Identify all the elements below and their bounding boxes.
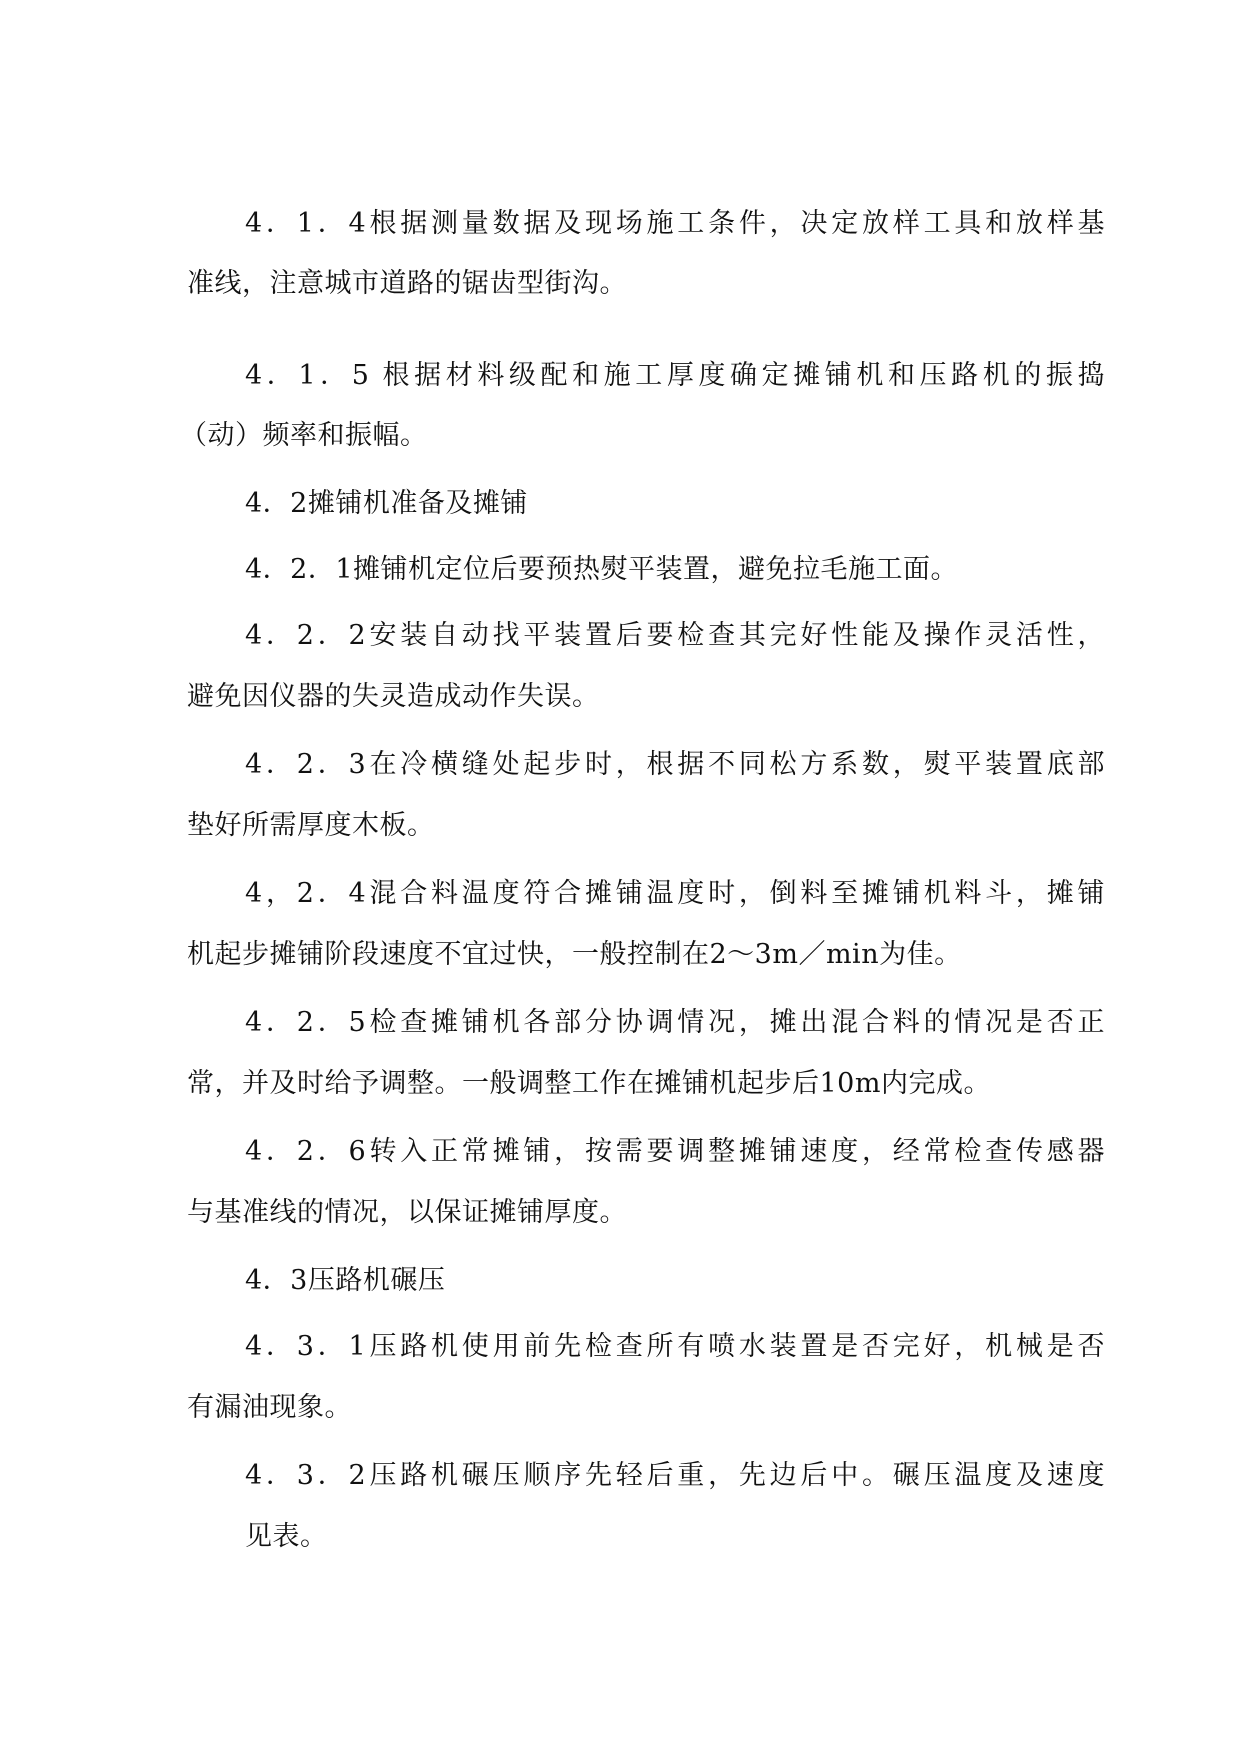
para-4-3-1-line-2: 有漏油现象。 <box>187 1392 352 1423</box>
para-4-1-5-line-2: （动）频率和振幅。 <box>180 420 428 451</box>
para-4-1-4-line-2: 准线，注意城市道路的锯齿型街沟。 <box>187 268 627 299</box>
para-4-2-5-line-1: 4．2．5检查摊铺机各部分协调情况，摊出混合料的情况是否正 <box>245 1007 1105 1038</box>
para-4-3-2-line-2: 见表。 <box>245 1521 328 1552</box>
para-4-1-5-line-1: 4．1．5 根据材料级配和施工厚度确定摊铺机和压路机的振捣 <box>245 360 1105 391</box>
para-4-2-3-line-1: 4．2．3在冷横缝处起步时，根据不同松方系数，熨平装置底部 <box>245 749 1105 780</box>
para-4-2-2-line-1: 4．2．2安装自动找平装置后要检查其完好性能及操作灵活性， <box>245 620 1105 651</box>
para-4-2-4-line-2: 机起步摊铺阶段速度不宜过快，一般控制在2～3m／min为佳。 <box>187 939 962 970</box>
para-4-1-4-line-1: 4．1．4根据测量数据及现场施工条件，决定放样工具和放样基 <box>245 208 1105 239</box>
para-4-2-6-line-1: 4．2．6转入正常摊铺，按需要调整摊铺速度，经常检查传感器 <box>245 1136 1105 1167</box>
para-4-3-2-line-1: 4．3．2压路机碾压顺序先轻后重，先边后中。碾压温度及速度 <box>245 1460 1105 1491</box>
heading-4-2: 4．2摊铺机准备及摊铺 <box>245 488 528 519</box>
para-4-2-2-line-2: 避免因仪器的失灵造成动作失误。 <box>187 681 600 712</box>
para-4-2-4-line-1: 4，2．4混合料温度符合摊铺温度时，倒料至摊铺机料斗，摊铺 <box>245 878 1105 909</box>
heading-4-3: 4．3压路机碾压 <box>245 1265 446 1296</box>
para-4-2-1: 4．2．1摊铺机定位后要预热熨平装置，避免拉毛施工面。 <box>245 554 959 585</box>
para-4-2-3-line-2: 垫好所需厚度木板。 <box>187 810 435 841</box>
para-4-2-6-line-2: 与基准线的情况，以保证摊铺厚度。 <box>187 1197 627 1228</box>
para-4-2-5-line-2: 常，并及时给予调整。一般调整工作在摊铺机起步后10m内完成。 <box>187 1068 991 1099</box>
para-4-3-1-line-1: 4．3．1压路机使用前先检查所有喷水装置是否完好，机械是否 <box>245 1331 1105 1362</box>
